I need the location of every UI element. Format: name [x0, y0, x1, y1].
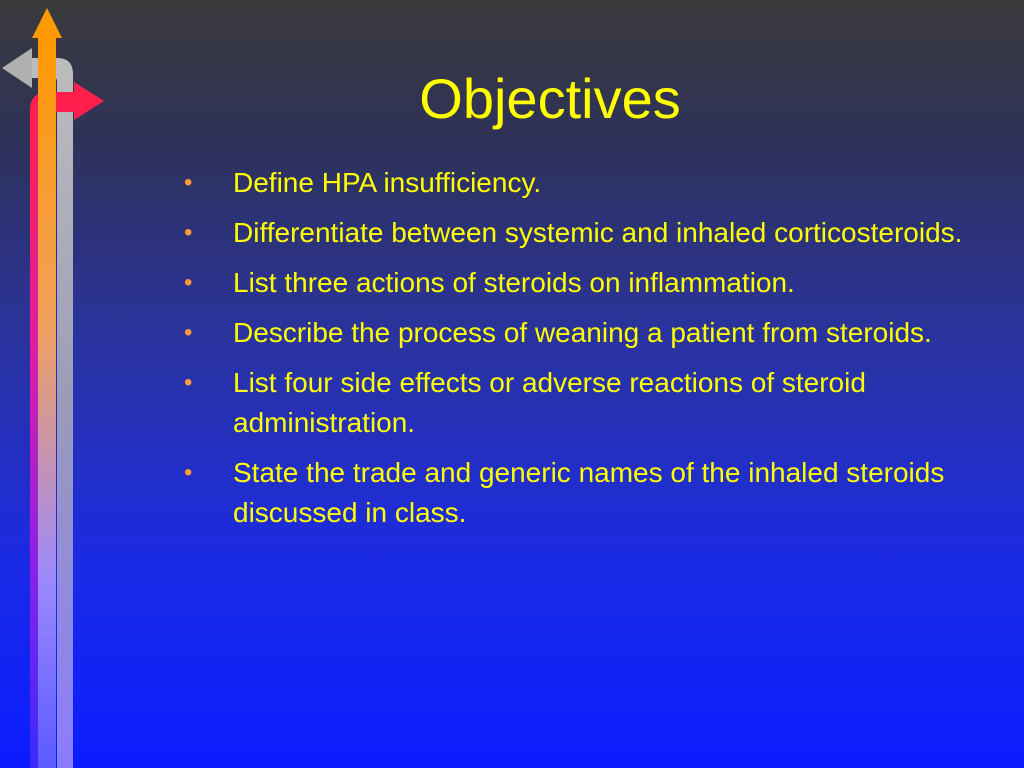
objectives-list	[180, 163, 1000, 543]
list-item	[180, 453, 1000, 533]
bullet-icon: •	[184, 219, 193, 246]
bullet-icon: •	[184, 319, 193, 346]
slide-title: Objectives	[419, 67, 681, 130]
list-item	[180, 263, 1000, 303]
bullet-icon: •	[184, 269, 193, 296]
list-item-text: List three actions of steroids on inflammation.	[233, 267, 795, 298]
list-item	[180, 213, 1000, 253]
bullet-icon: •	[184, 369, 193, 396]
list-item-text: State the trade and generic names of the inhaled steroids discussed in class.	[233, 457, 945, 528]
list-item-text: Define HPA insufficiency.	[233, 167, 542, 198]
list-item-text: List four side effects or adverse reactions of steroid administration.	[233, 367, 866, 438]
list-item	[180, 163, 1000, 203]
list-item-text: Differentiate between systemic and inhaled corticosteroids.	[233, 217, 963, 248]
bullet-icon: •	[184, 459, 193, 486]
list-item	[180, 313, 1000, 353]
bullet-icon: •	[184, 169, 193, 196]
arrows-decoration	[0, 0, 110, 768]
list-item-text: Describe the process of weaning a patient from steroids.	[233, 317, 932, 348]
list-item	[180, 363, 1000, 443]
